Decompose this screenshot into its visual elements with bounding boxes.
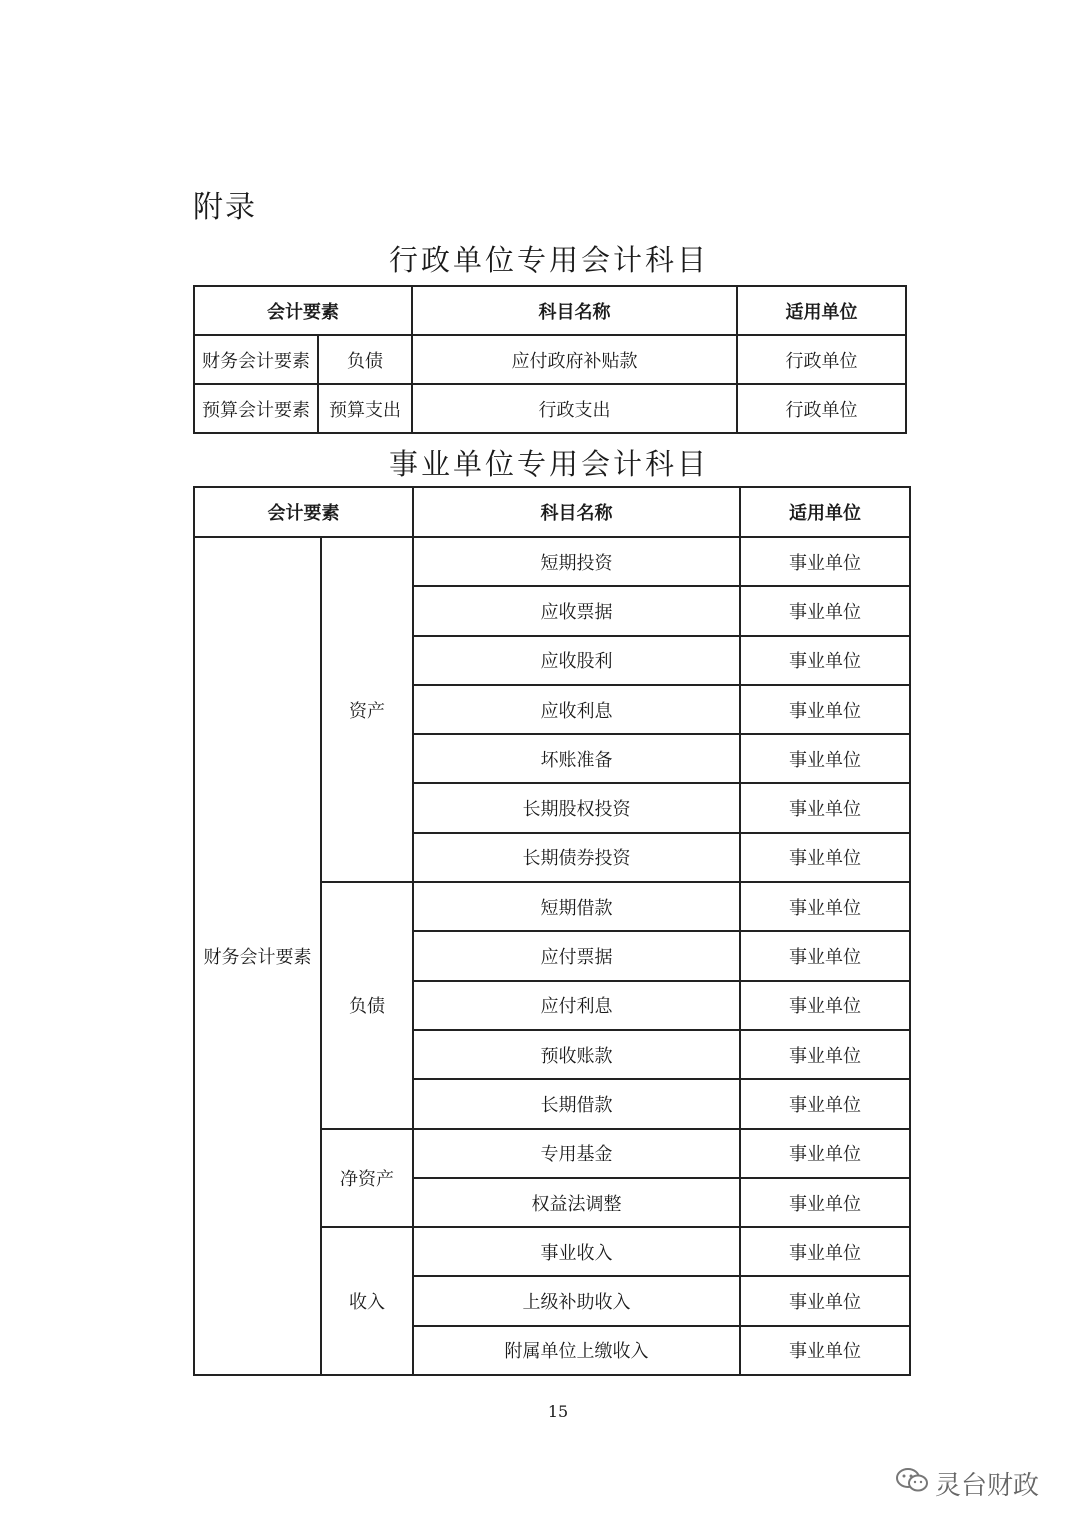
page-number: 15: [547, 1402, 569, 1421]
watermark-text: 灵台财政: [935, 1471, 1040, 1501]
subject-cell: 应付政府补贴款: [412, 335, 737, 384]
subject-cell: 应收票据: [413, 586, 740, 635]
table1-title: 行政单位专用会计科目: [388, 243, 709, 277]
unit-cell: 行政单位: [737, 384, 906, 433]
subject-cell: 短期投资: [413, 537, 740, 586]
subject-cell: 事业收入: [413, 1227, 740, 1276]
table-row: [194, 537, 910, 586]
subject-cell: 上级补助收入: [413, 1276, 740, 1325]
unit-cell: 事业单位: [740, 1079, 910, 1128]
header-subject: 科目名称: [412, 286, 737, 335]
category-cell: 净资产: [321, 1129, 413, 1228]
unit-cell: 事业单位: [740, 1227, 910, 1276]
subject-cell: 应收股利: [413, 636, 740, 685]
subject-cell: 权益法调整: [413, 1178, 740, 1227]
header-unit: 适用单位: [740, 487, 910, 537]
unit-cell: 事业单位: [740, 833, 910, 882]
unit-cell: 事业单位: [740, 1326, 910, 1375]
category-cell: 负债: [321, 882, 413, 1128]
admin-unit-accounts-table: [193, 285, 907, 434]
institution-unit-accounts-table: [193, 486, 911, 1376]
element-cell: 财务会计要素: [194, 537, 321, 1375]
subject-cell: 附属单位上缴收入: [413, 1326, 740, 1375]
subject-cell: 短期借款: [413, 882, 740, 931]
subject-cell: 专用基金: [413, 1129, 740, 1178]
unit-cell: 事业单位: [740, 783, 910, 832]
unit-cell: 事业单位: [740, 636, 910, 685]
header-element: 会计要素: [194, 286, 412, 335]
subject-cell: 长期股权投资: [413, 783, 740, 832]
subject-cell: 长期借款: [413, 1079, 740, 1128]
header-element: 会计要素: [194, 487, 413, 537]
table-row: [194, 384, 906, 433]
appendix-label: 附录: [193, 190, 257, 225]
subject-cell: 预收账款: [413, 1030, 740, 1079]
header-unit: 适用单位: [737, 286, 906, 335]
category-cell: 收入: [321, 1227, 413, 1375]
unit-cell: 事业单位: [740, 981, 910, 1030]
wechat-icon: [895, 1467, 935, 1500]
category-cell: 负债: [318, 335, 412, 384]
unit-cell: 事业单位: [740, 1276, 910, 1325]
subject-cell: 行政支出: [412, 384, 737, 433]
table-row: [194, 335, 906, 384]
subject-cell: 应收利息: [413, 685, 740, 734]
category-cell: 预算支出: [318, 384, 412, 433]
element-cell: 预算会计要素: [194, 384, 318, 433]
table2-title: 事业单位专用会计科目: [388, 447, 709, 481]
subject-cell: 长期债券投资: [413, 833, 740, 882]
unit-cell: 事业单位: [740, 1129, 910, 1178]
header-subject: 科目名称: [413, 487, 740, 537]
unit-cell: 事业单位: [740, 537, 910, 586]
element-cell: 财务会计要素: [194, 335, 318, 384]
unit-cell: 事业单位: [740, 931, 910, 980]
unit-cell: 事业单位: [740, 882, 910, 931]
unit-cell: 事业单位: [740, 734, 910, 783]
subject-cell: 应付票据: [413, 931, 740, 980]
unit-cell: 事业单位: [740, 586, 910, 635]
subject-cell: 坏账准备: [413, 734, 740, 783]
unit-cell: 事业单位: [740, 1178, 910, 1227]
wechat-watermark: [895, 1465, 1039, 1502]
unit-cell: 事业单位: [740, 1030, 910, 1079]
unit-cell: 行政单位: [737, 335, 906, 384]
unit-cell: 事业单位: [740, 685, 910, 734]
category-cell: 资产: [321, 537, 413, 882]
subject-cell: 应付利息: [413, 981, 740, 1030]
